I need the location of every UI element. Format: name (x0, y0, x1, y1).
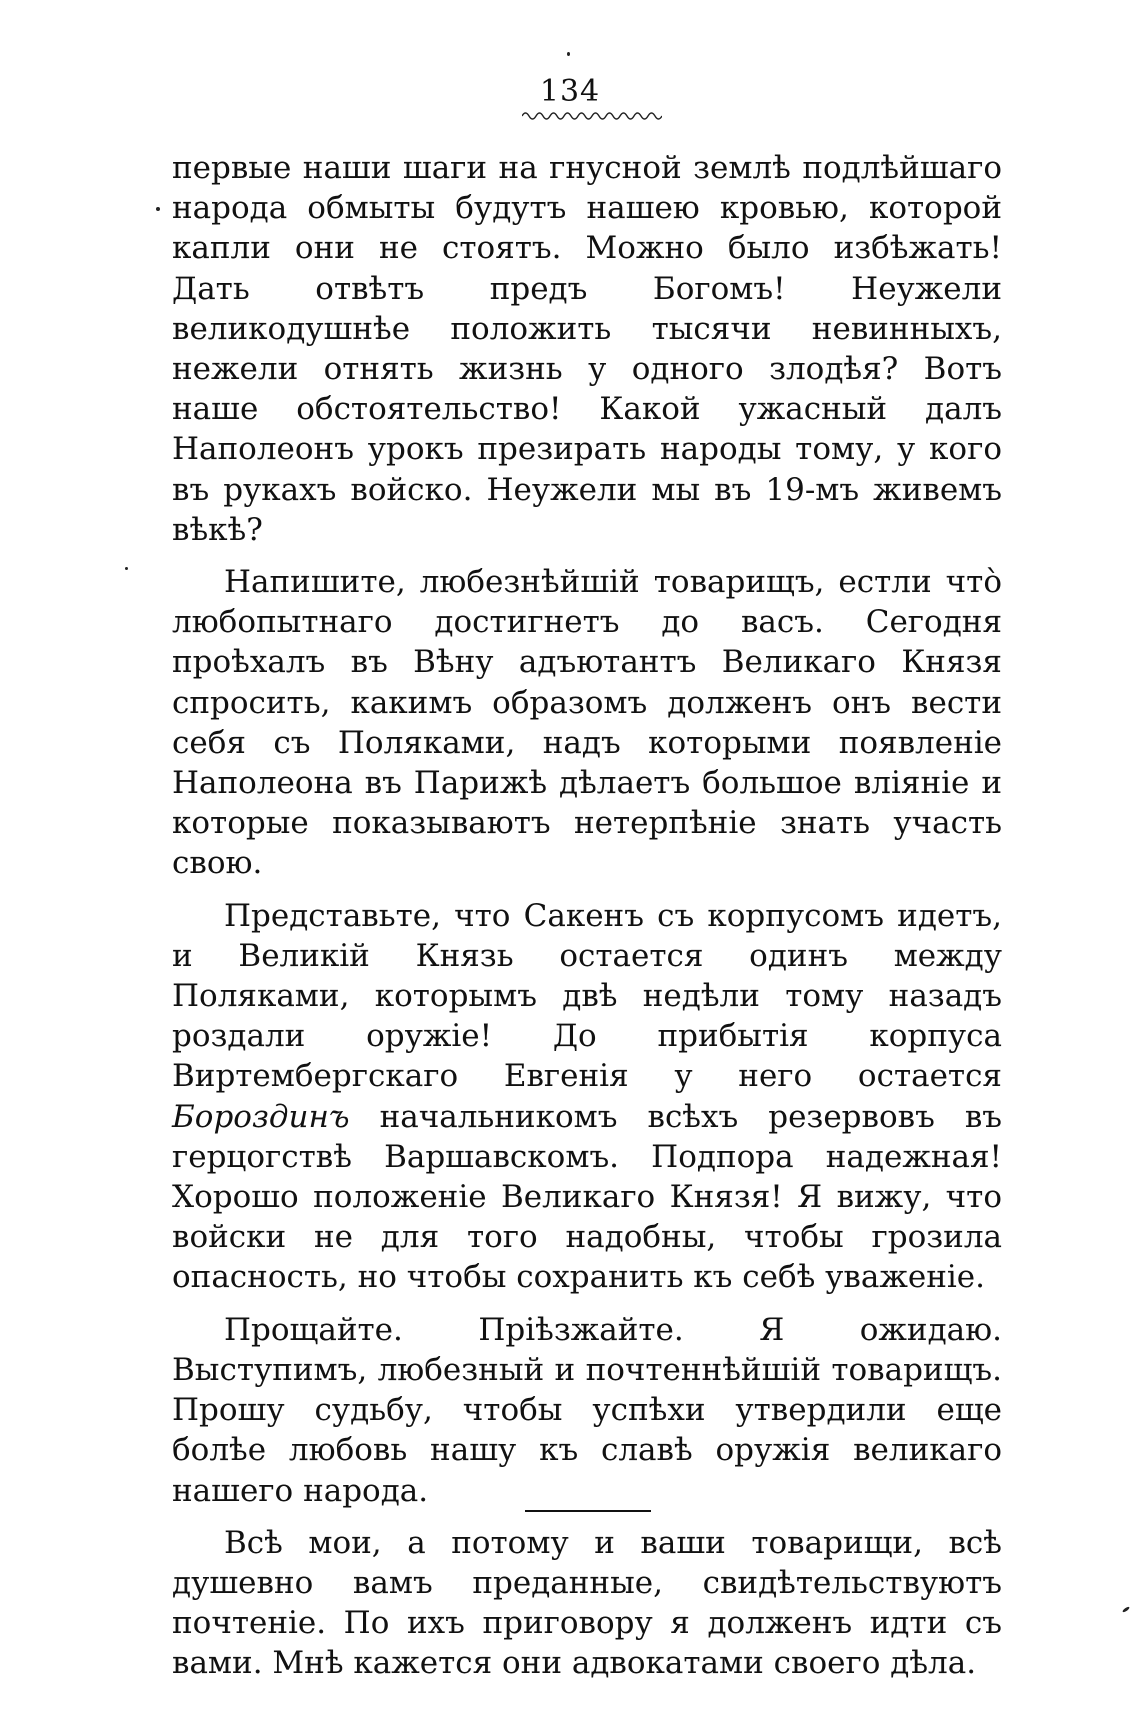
end-rule (525, 1510, 651, 1512)
paragraph-3-text-after: начальникомъ всѣхъ резервовъ въ герцогствѣ Варшавскомъ. Подпора надежная! Хорошо положеніе Великаго Князя! Я вижу, что войски не для того надобны, чтобы грозила опасность, но чтобы сохранить къ себѣ уваженіе. (172, 1098, 1002, 1296)
ink-speck (156, 207, 160, 211)
body-text (172, 148, 1002, 1696)
ink-speck (567, 52, 570, 56)
italic-name: Бороздинъ (172, 1098, 350, 1135)
ink-speck (1122, 1606, 1130, 1613)
paragraph-4: Прощайте. Пріѣзжайте. Я ожидаю. Выступимъ, любезный и почтеннѣйшій товарищъ. Прошу судьбу, чтобы успѣхи утвердили еще болѣе любовь нашу къ славѣ оружія великаго нашего народа. (172, 1311, 1002, 1509)
ink-speck (125, 567, 128, 570)
paragraph-5: Всѣ мои, а потому и ваши товарищи, всѣ душевно вамъ преданные, свидѣтельствуютъ почтеніе. По ихъ приговору я долженъ идти съ вами. Мнѣ кажется они адвокатами своего дѣла. (172, 1524, 1002, 1682)
paragraph-1: первые наши шаги на гнусной землѣ подлѣйшаго народа обмыты будутъ нашею кровью, которой капли они не стоятъ. Можно было избѣжать! Дать отвѣтъ предъ Богомъ! Неужели великодушнѣе положить тысячи невинныхъ, нежели отнять жизнь у одного злодѣя? Вотъ наше обстоятельство! Какой ужасный далъ Наполеонъ урокъ презирать народы тому, у кого въ рукахъ войско. Неужели мы въ 19-мъ живемъ вѣкѣ? (172, 150, 1002, 548)
ornament-divider (522, 110, 662, 122)
paragraph-2: Напишите, любезнѣйшій товарищъ, естли что̀ любопытнаго достигнетъ до васъ. Сегодня проѣхалъ въ Вѣну адъютантъ Великаго Князя спросить, какимъ образомъ долженъ онъ вести себя съ Поляками, надъ которыми появленіе Наполеона въ Парижѣ дѣлаетъ большое вліяніе и которые показываютъ нетерпѣніе знать участь свою. (172, 564, 1002, 882)
page-number: 134 (539, 74, 601, 109)
paragraph-3-text-before: Представьте, что Сакенъ съ корпусомъ идетъ, и Великій Князь остается одинъ между Поляками, которымъ двѣ недѣли тому назадъ роздали оружіе! До прибытія корпуса Виртембергскаго Евгенія у него остается (172, 897, 1002, 1095)
paragraph-3 (172, 896, 1002, 1298)
